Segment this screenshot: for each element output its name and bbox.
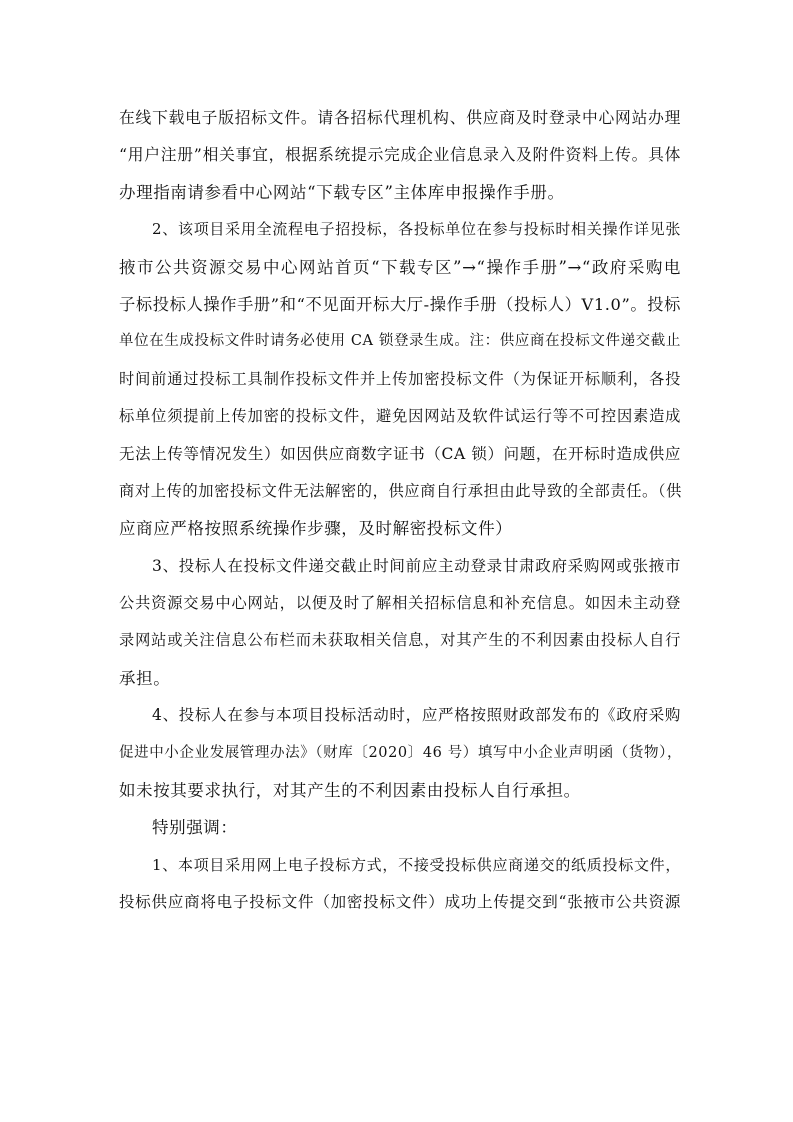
paragraph-line: 如未按其要求执行，对其产生的不利因素由投标人自行承担。 (119, 781, 581, 801)
paragraph-line: 4、投标人在参与本项目投标活动时，应严格按照财政部发布的《政府采购 (152, 706, 681, 725)
paragraph-line: 单位在生成投标文件时请务必使用 CA 锁登录生成。注：供应商在投标文件递交截止 (119, 333, 681, 350)
document-body (119, 99, 681, 922)
paragraph-line: 承担。 (119, 668, 171, 688)
paragraph-line: 商对上传的加密投标文件无法解密的，供应商自行承担由此导致的全部责任。（供 (119, 481, 682, 500)
paragraph-line: 1、本项目采用网上电子投标方式，不接受投标供应商递交的纸质投标文件， (152, 855, 681, 874)
paragraph-line: “用户注册”相关事宜，根据系统提示完成企业信息录入及附件资料上传。具体 (119, 145, 681, 165)
section-heading: 特别强调： (152, 818, 238, 838)
paragraph-line: 办理指南请参看中心网站“下载专区”主体库申报操作手册。 (119, 182, 565, 202)
paragraph-line: 投标供应商将电子投标文件（加密投标文件）成功上传提交到“张掖市公共资源 (119, 893, 681, 912)
paragraph-online-download (119, 99, 681, 211)
paragraph-line: 2、该项目采用全流程电子招投标，各投标单位在参与投标时相关操作详见张 (152, 220, 681, 239)
paragraph-line: 掖市公共资源交易中心网站首页“下载专区”→“操作手册”→“政府采购电 (119, 257, 681, 277)
paragraph-line: 应商应严格按照系统操作步骤，及时解密投标文件） (119, 519, 513, 539)
section-heading-special-emphasis (119, 809, 681, 846)
paragraph-line: 3、投标人在投标文件递交截止时间前应主动登录甘肃政府采购网或张掖市 (152, 556, 681, 575)
paragraph-item-4 (119, 697, 681, 809)
paragraph-item-2 (119, 211, 681, 548)
paragraph-line: 在线下载电子版招标文件。请各招标代理机构、供应商及时登录中心网站办理 (119, 108, 681, 127)
paragraph-line: 标单位须提前上传加密的投标文件，避免因网站及软件试运行等不可控因素造成 (119, 407, 681, 426)
paragraph-line: 公共资源交易中心网站，以便及时了解相关招标信息和补充信息。如因未主动登 (119, 594, 681, 613)
paragraph-line: 录网站或关注信息公布栏而未获取相关信息，对其产生的不利因素由投标人自行 (119, 631, 681, 650)
paragraph-line: 无法上传等情况发生）如因供应商数字证书（CA 锁）问题，在开标时造成供应 (119, 444, 681, 463)
paragraph-line: 时间前通过投标工具制作投标文件并上传加密投标文件（为保证开标顺利，各投 (119, 369, 681, 388)
paragraph-line: 子标投标人操作手册”和“不见面开标大厅-操作手册（投标人）V1.0”。投标 (119, 294, 681, 314)
paragraph-emphasis-item-1 (119, 847, 681, 922)
paragraph-item-3 (119, 548, 681, 698)
paragraph-line: 促进中小企业发展管理办法》（财库〔2020〕46 号）填写中小企业声明函（货物）， (119, 744, 683, 761)
